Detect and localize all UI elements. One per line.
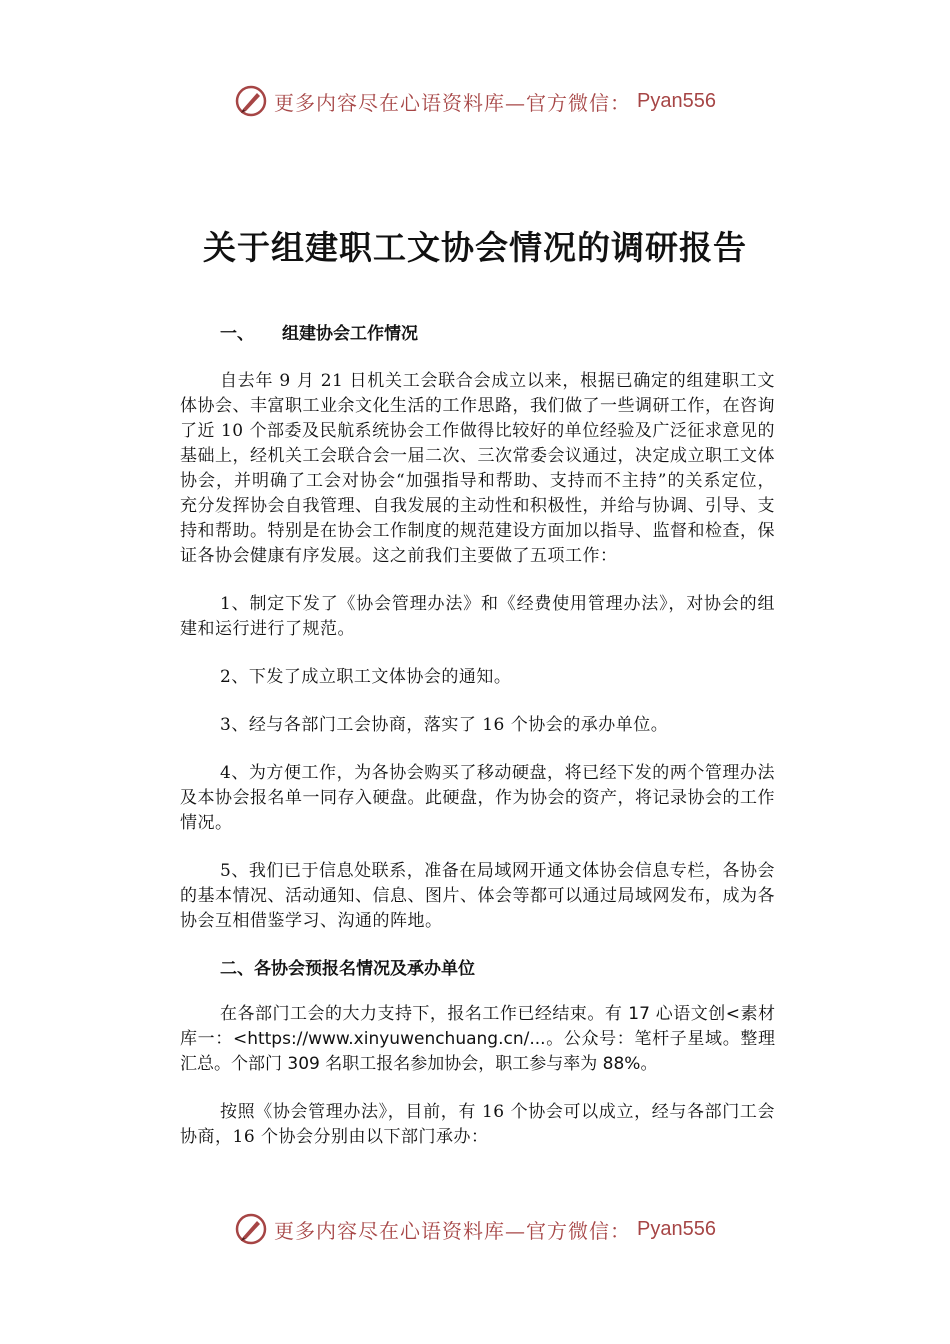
paragraph: 3、经与各部门工会协商，落实了 16 个协会的承办单位。 xyxy=(220,715,669,735)
section-1-number: 一、 xyxy=(220,324,254,344)
section-2-heading: 二、各协会预报名情况及承办单位 xyxy=(220,959,475,979)
paragraph: 5、我们已于信息处联系，准备在局域网开通文体协会信息专栏，各协会的基本情况、活动通知、信息、图片、体会等都可以通过局域网发布，成为各协会互相借鉴学习、沟通的阵地。 xyxy=(180,861,775,931)
pen-logo-icon xyxy=(234,84,268,118)
paragraph: 2、下发了成立职工文体协会的通知。 xyxy=(220,667,512,687)
banner-text: 更多内容尽在心语资料库—官方微信： xyxy=(274,90,632,115)
banner-wechat-id: Pyan556 xyxy=(637,89,716,112)
paragraph: 在各部门工会的大力支持下，报名工作已经结束。有 17 心语文创<素材库一：<https://www.xinyuwenchuang.cn/...。公众号：笔杆子星域。整理汇总。个部门 309 名职工报名参加协会，职工参与率为 88%。 xyxy=(180,1004,775,1074)
header-watermark-banner xyxy=(0,84,950,118)
document-body xyxy=(180,322,775,1173)
paragraph: 4、为方便工作，为各协会购买了移动硬盘，将已经下发的两个管理办法及本协会报名单一同存入硬盘。此硬盘，作为协会的资产，将记录协会的工作情况。 xyxy=(180,763,775,833)
section-1-title: 组建协会工作情况 xyxy=(282,324,418,344)
paragraph: 自去年 9 月 21 日机关工会联合会成立以来，根据已确定的组建职工文体协会、丰富职工业余文化生活的工作思路，我们做了一些调研工作，在咨询了近 10 个部委及民航系统协会工作做得比较好的单位经验及广泛征求意见的基础上，经机关工会联合会一届二次、三次常委会议通过，决定成立职工文体协会，并明确了工会对协会“加强指导和帮助、支持而不主持”的关系定位，充分发挥协会自我管理、自我发展的主动性和积极性，并给与协调、引导、支持和帮助。特别是在协会工作制度的规范建设方面加以指导、监督和检查，保证各协会健康有序发展。这之前我们主要做了五项工作： xyxy=(180,371,775,566)
document-title: 关于组建职工文协会情况的调研报告 xyxy=(203,228,747,267)
footer-watermark-banner xyxy=(0,1212,950,1246)
section-1-heading xyxy=(220,322,775,347)
pen-logo-icon xyxy=(234,1212,268,1246)
paragraph: 按照《协会管理办法》，目前，有 16 个协会可以成立，经与各部门工会协商，16 个协会分别由以下部门承办： xyxy=(180,1102,775,1147)
banner-wechat-id: Pyan556 xyxy=(637,1217,716,1240)
paragraph: 1、制定下发了《协会管理办法》和《经费使用管理办法》，对协会的组建和运行进行了规范。 xyxy=(180,594,775,639)
banner-text: 更多内容尽在心语资料库—官方微信： xyxy=(274,1218,632,1243)
